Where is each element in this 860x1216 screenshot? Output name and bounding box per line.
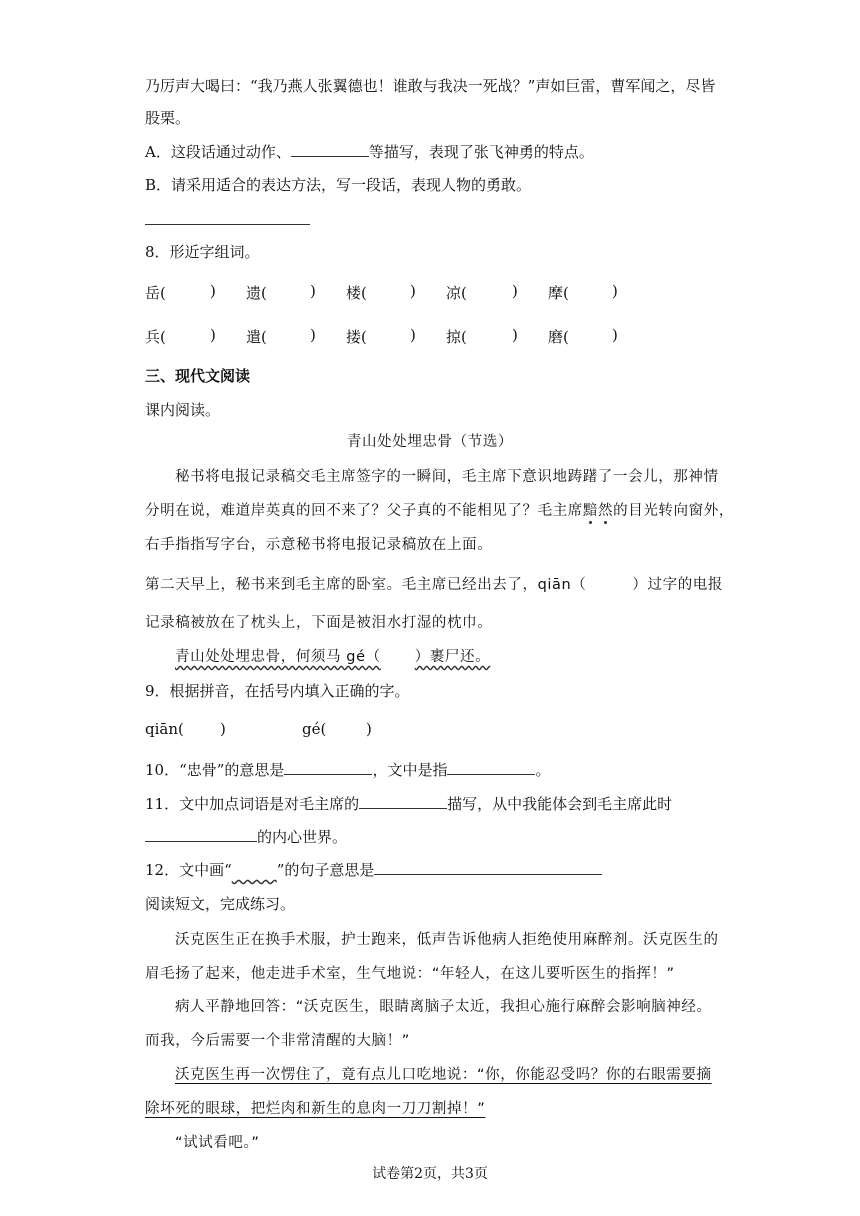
question-10: 10．“忠骨”的意思是 ，文中是指 。 bbox=[145, 761, 551, 779]
reading-intro: 阅读短文，完成练习。 bbox=[145, 895, 296, 913]
underlined-passage-line: 沃克医生再一次愣住了，竟有点儿口吃地说：“你，你能忍受吗？你的右眼需要摘 bbox=[175, 1067, 712, 1083]
answer-line[interactable] bbox=[145, 224, 310, 225]
answer-blank[interactable] bbox=[359, 794, 447, 809]
pinyin-prompt: qiān( bbox=[145, 720, 184, 738]
paren-close: ) bbox=[410, 326, 416, 344]
paren-close: ) bbox=[366, 720, 372, 738]
pinyin-prompt: gé( bbox=[302, 720, 327, 738]
passage-line: 沃克医生正在换手术服，护士跑来，低声告诉他病人拒绝使用麻醉剂。沃克医生的 bbox=[175, 932, 719, 948]
paren-close: ) bbox=[512, 326, 518, 344]
question-a: A．这段话通过动作、 等描写，表现了张飞神勇的特点。 bbox=[145, 143, 594, 161]
answer-blank[interactable] bbox=[291, 142, 369, 157]
char-prompt: 凉( bbox=[446, 284, 467, 302]
paren-close: ) bbox=[220, 720, 226, 738]
paren-close: ) bbox=[410, 282, 416, 300]
paren-close: ) bbox=[310, 326, 316, 344]
passage-line: 右手指指写字台，示意秘书将电报记录稿放在上面。 bbox=[145, 537, 493, 553]
section-subheading: 课内阅读。 bbox=[145, 401, 221, 419]
section-heading: 三、现代文阅读 bbox=[145, 367, 251, 385]
question-9-label: 9．根据拼音，在括号内填入正确的字。 bbox=[145, 682, 410, 700]
passage-line: 股栗。 bbox=[145, 109, 191, 127]
wavy-mark-sample: ______ bbox=[231, 861, 277, 879]
word-row-2 bbox=[0, 326, 860, 346]
char-prompt: 遗( bbox=[246, 284, 267, 302]
question-12: 12．文中画“______”的句子意思是 bbox=[145, 860, 602, 880]
char-prompt: 楼( bbox=[346, 284, 367, 302]
answer-blank[interactable] bbox=[145, 827, 257, 842]
passage-line: “试试看吧。” bbox=[175, 1135, 260, 1151]
paren-close: ) bbox=[210, 326, 216, 344]
dotted-char: 黯 bbox=[582, 503, 599, 519]
question-11-cont: 的内心世界。 bbox=[145, 827, 347, 847]
word-row-1 bbox=[0, 282, 860, 302]
char-prompt: 搂( bbox=[346, 328, 367, 346]
underlined-passage-line: 除坏死的眼球，把烂肉和新生的息肉一刀刀割掉！” bbox=[145, 1101, 486, 1117]
passage-line: 秘书将电报记录稿交毛主席签字的一瞬间，毛主席下意识地踌躇了一会儿，那神情 bbox=[175, 469, 719, 485]
paren-close: ) bbox=[612, 282, 618, 300]
pinyin-row bbox=[0, 720, 860, 740]
char-prompt: 掠( bbox=[446, 328, 467, 346]
char-prompt: 遣( bbox=[246, 328, 267, 346]
paren-close: ) bbox=[612, 326, 618, 344]
passage-line: 病人平静地回答：“沃克医生，眼睛离脑子太近，我担心施行麻醉会影响脑神经。 bbox=[175, 999, 712, 1015]
paren-close: ) bbox=[310, 282, 316, 300]
char-prompt: 岳( bbox=[145, 284, 166, 302]
passage-title: 青山处处埋忠骨（节选） bbox=[346, 434, 514, 450]
dotted-char: 然 bbox=[598, 503, 614, 519]
question-8-label: 8．形近字组词。 bbox=[145, 243, 260, 261]
char-prompt: 磨( bbox=[548, 328, 569, 346]
answer-blank[interactable] bbox=[284, 760, 372, 775]
passage-line: 乃厉声大喝曰：“我乃燕人张翼德也！谁敢与我决一死战？”声如巨雷，曹军闻之，尽皆 bbox=[145, 77, 716, 95]
passage-line: 分明在说，难道岸英真的回不来了？父子真的不能相见了？毛主席黯然的目光转向窗外， bbox=[145, 503, 734, 519]
passage-line: 而我，今后需要一个非常清醒的大脑！” bbox=[145, 1033, 410, 1049]
passage-line: 第二天早上，秘书来到毛主席的卧室。毛主席已经出去了，qiān（ ）过字的电报 bbox=[145, 577, 724, 593]
paren-close: ) bbox=[210, 282, 216, 300]
answer-blank[interactable] bbox=[447, 760, 535, 775]
answer-blank[interactable] bbox=[374, 860, 602, 875]
page-footer: 试卷第2页，共3页 bbox=[372, 1166, 488, 1182]
paren-close: ) bbox=[512, 282, 518, 300]
char-prompt: 兵( bbox=[145, 328, 166, 346]
question-11: 11．文中加点词语是对毛主席的 描写，从中我能体会到毛主席此时 bbox=[145, 795, 673, 813]
question-b: B．请采用适合的表达方法，写一段话，表现人物的勇敢。 bbox=[145, 176, 532, 194]
char-prompt: 摩( bbox=[548, 284, 569, 302]
passage-line: 记录稿被放在了枕头上，下面是被泪水打湿的枕巾。 bbox=[145, 615, 493, 631]
passage-line: 眉毛扬了起来，他走进手术室，生气地说：“年轻人，在这儿要听医生的指挥！” bbox=[145, 966, 675, 982]
wavy-underlined-poem: 青山处处埋忠骨，何须马 gé（ ）裹尸还。 bbox=[175, 649, 491, 665]
